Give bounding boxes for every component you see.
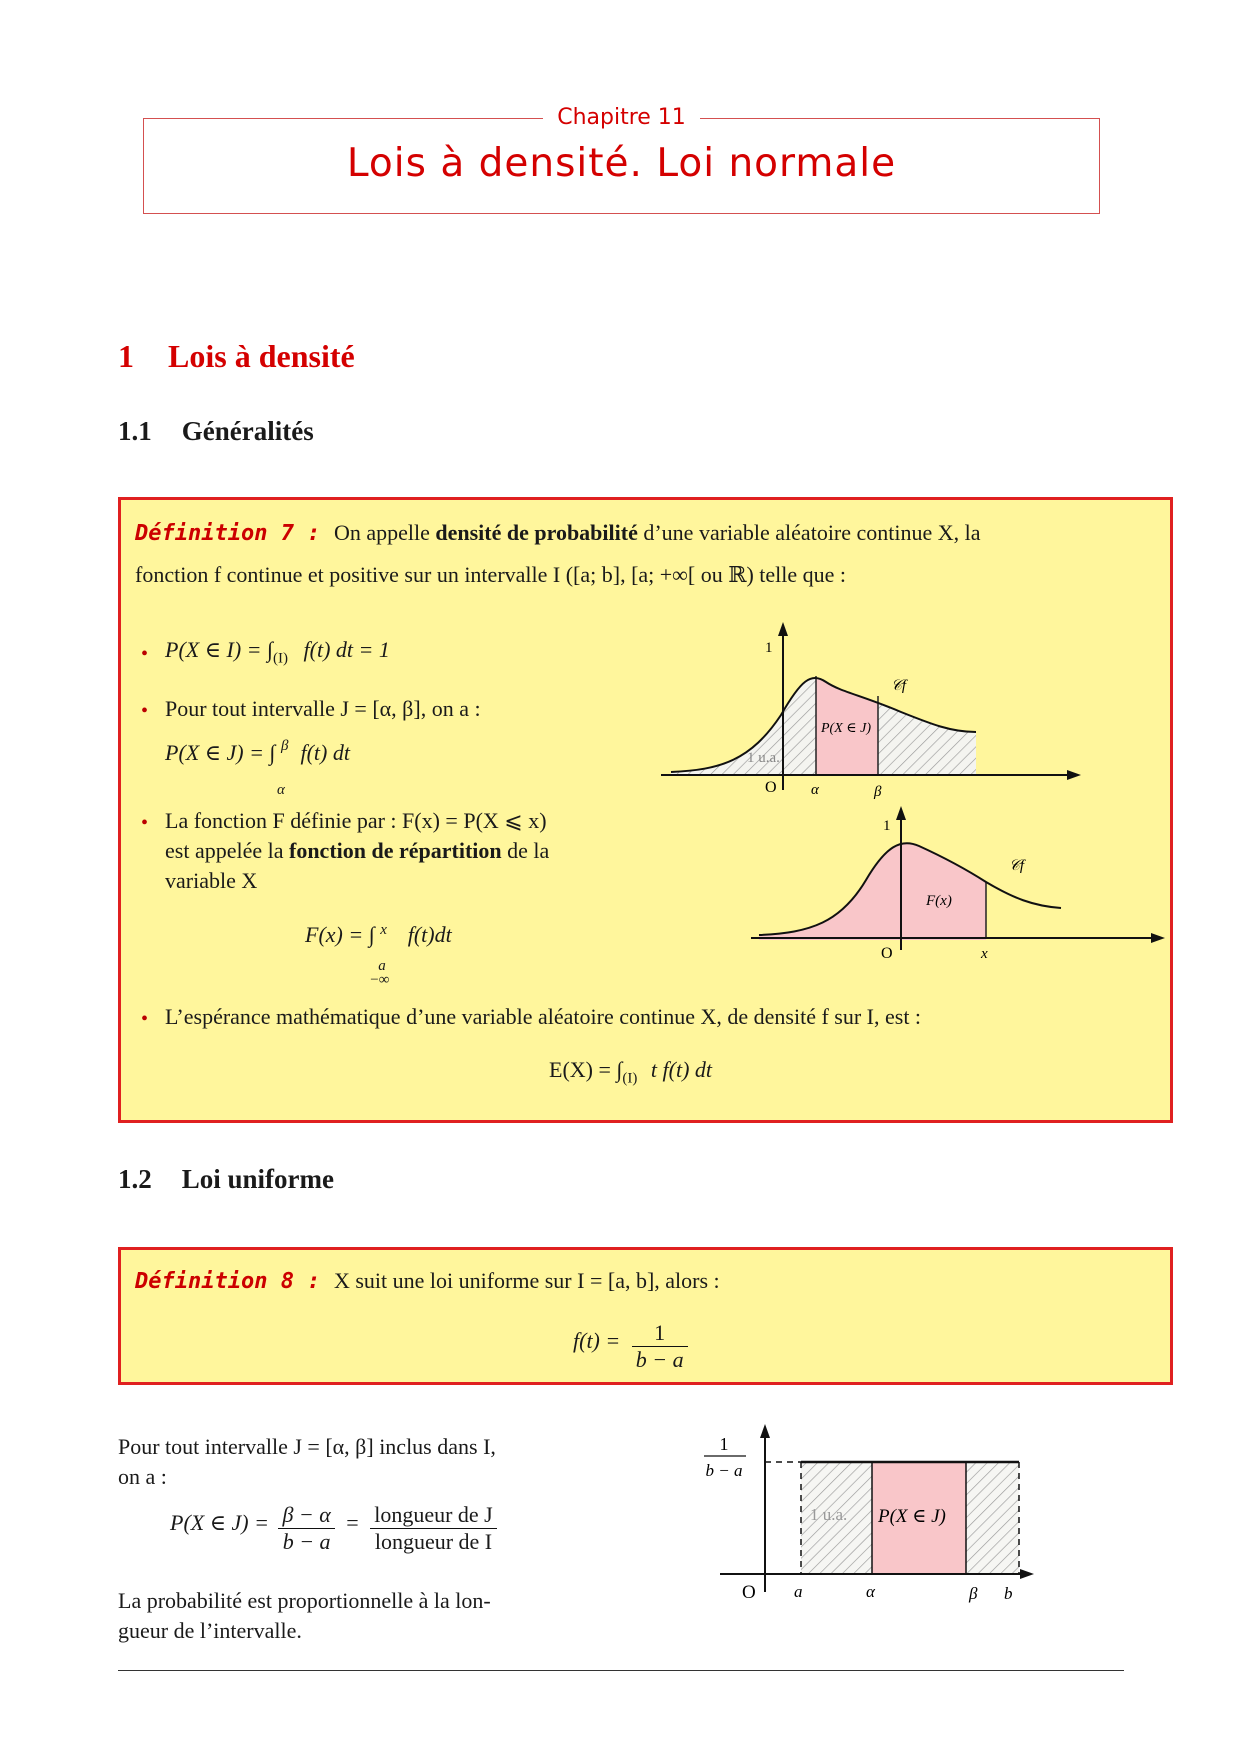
area-label: P(X ∈ J) xyxy=(878,1506,946,1527)
bullet-2-formula: P(X ∈ J) = ∫ β α f(t) dt xyxy=(165,738,350,798)
chapter-label: Chapitre 11 xyxy=(144,105,1099,130)
bullet-2-text: Pour tout intervalle J = [α, β], on a : xyxy=(165,696,481,721)
definition-7-line2: fonction f continue et positive sur un intervalle I ([a; b], [a; +∞[ ou ℝ) telle que : xyxy=(135,562,847,587)
probability-area xyxy=(816,660,878,780)
uniform-paragraph-2-line2: gueur de l’intervalle. xyxy=(118,1618,302,1643)
area-unit-label: 1 u.a. xyxy=(810,1505,848,1524)
area-label: P(X ∈ J) xyxy=(821,721,872,736)
cdf-area xyxy=(751,820,986,940)
alpha-label: α xyxy=(866,1582,875,1601)
bullet: • xyxy=(141,643,149,665)
uniform-probability-formula: P(X ∈ J) = $\frac{\beta - \alpha}{b - a}$ = longueur de J longueur de I xyxy=(170,1502,497,1555)
y-tick-1: 1 xyxy=(765,640,773,656)
bullet-1-formula: P(X ∈ $I) = \int_{(I)}$ f(t) dt = 1 xyxy=(165,637,390,667)
uniform-paragraph-2-line1: La probabilité est proportionnelle à la lon- xyxy=(118,1588,491,1613)
b-label: b xyxy=(1004,1584,1013,1603)
bullet-4-formula: $E(X) = \int_{(I)}$ t f(t) dt xyxy=(549,1057,713,1087)
density-graph-2 xyxy=(751,800,1171,970)
alpha-label: α xyxy=(811,782,819,798)
y-tick-1: 1 xyxy=(883,818,891,834)
x-label: x xyxy=(981,946,988,962)
definition-label: Définition 7 : xyxy=(135,521,321,546)
curve-label: 𝒞f xyxy=(1009,858,1025,874)
origin-label: O xyxy=(742,1582,756,1603)
area-label: F(x) xyxy=(926,893,952,909)
uniform-paragraph-1-line1: Pour tout intervalle J = [α, β] inclus dans I, xyxy=(118,1434,496,1459)
origin-label: O xyxy=(881,945,893,962)
chapter-header-box xyxy=(143,105,1100,214)
bullet: • xyxy=(141,700,149,722)
chapter-title: Lois à densité. Loi normale xyxy=(346,141,897,186)
footer-rule xyxy=(118,1670,1124,1671)
uniform-paragraph-1-line2: on a : xyxy=(118,1464,167,1489)
definition-8-box xyxy=(118,1247,1173,1385)
y-tick-numerator: 1 xyxy=(719,1434,729,1454)
origin-label: O xyxy=(765,779,777,796)
bullet: • xyxy=(141,1008,149,1030)
subsection-heading: 1.2 Loi uniforme xyxy=(118,1164,334,1194)
bullet: • xyxy=(141,812,149,834)
bullet-3-formula: F(x) = ∫ x a −∞ f(t)dt xyxy=(305,922,452,988)
bullet-3-line1: La fonction F définie par : F(x) = P(X ⩽ x) xyxy=(165,808,547,833)
bullet-3-line3: variable X xyxy=(165,868,258,893)
bullet-3-line2: est appelée la fonction de répartition de la xyxy=(165,838,550,863)
curve-label: 𝒞f xyxy=(891,678,907,694)
subsection-heading: 1.1 Généralités xyxy=(118,416,314,446)
bullet-4-text: L’espérance mathématique d’une variable aléatoire continue X, de densité f sur I, est : xyxy=(165,1004,922,1029)
uniform-graph xyxy=(690,1420,1040,1610)
definition-7-box xyxy=(118,497,1173,1123)
definition-label: Définition 8 : xyxy=(135,1269,321,1294)
beta-label: β xyxy=(969,1584,978,1603)
section-heading: 1 Lois à densité xyxy=(118,338,355,374)
beta-label: β xyxy=(874,784,882,800)
y-tick-denominator: b − a xyxy=(705,1461,743,1480)
a-label: a xyxy=(794,1582,803,1601)
uniform-density-formula: f(t) = $\frac{1}{b - a}$ xyxy=(573,1320,688,1373)
area-unit-label: 1 u.a. xyxy=(747,750,780,766)
definition-7-intro: Définition 7 : On appelle densité de probabilité d’une variable aléatoire continue X, la xyxy=(135,520,981,546)
density-graph-1 xyxy=(661,620,1101,800)
definition-8-text: Définition 8 : X suit une loi uniforme sur I = [a, b], alors : xyxy=(135,1268,720,1294)
